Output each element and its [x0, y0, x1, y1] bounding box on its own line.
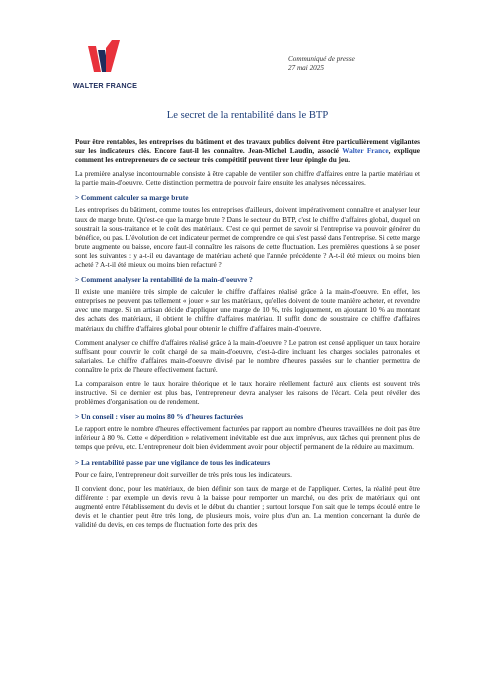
heading-marge-brute: > Comment calculer sa marge brute [75, 193, 189, 203]
press-label: Communiqué de presse [288, 55, 355, 63]
lead-brand-link[interactable]: Walter France [342, 147, 389, 156]
brand-name: WALTER FRANCE [72, 81, 138, 90]
heading-conseil: > Un conseil : viser au moins 80 % d'heures facturées [75, 412, 244, 422]
heading-vigilance: > La rentabilité passe par une vigilance de tous les indicateurs [75, 457, 271, 467]
paragraph-8: Il convient donc, pour les matériaux, de bien définir son taux de marge et de l'appliquer. Certes, la réalité peut être différente : par exemple un devis revu à la baisse pour remporter un marché, ou des prix de matériaux qui ont augmenté entre l'établissement du devis et le début du chantier ; surtout lorsque l'on sait que le temps écoulé entre le devis et le chantier peut être très long, de plusieurs mois, voire plus d'un an. La mention concernant la durée de validité du devis, en ces temps de fluctuation forte des prix des [75, 484, 420, 529]
document-title: Le secret de la rentabilité dans le BTP [166, 110, 329, 121]
lead-text-start: Pour être rentables, les entreprises du bâtiment et des travaux publics doivent être particulièrement vigilantes sur les indicateurs clés. Encore faut-il les connaître. Jean-Michel Laudin, associé [75, 138, 420, 156]
paragraph-6: Le rapport entre le nombre d'heures effectivement facturées par rapport au nombre d'heures travaillées ne doit pas être inférieur à 80 %. Cette « déperdition » relativement inévitable est due aux imprévus, aux tâches qui prennent plus de temps que prévu, etc. L'entrepreneur doit bien évidemment avoir pour objectif permanent de la réduire au maximum. [75, 425, 420, 452]
paragraph-2: Les entreprises du bâtiment, comme toutes les entreprises d'ailleurs, doivent impérativement connaître et analyser leur taux de marge brute. Qu'est-ce que la marge brute ? Dans le secteur du BTP, c'est le chiffre d'affaires global, duquel on soustrait la sous-traitance et le coût des matériaux. C'est ce qui permet de savoir si l'entreprise va pouvoir générer du bénéfice, ou pas. L'évolution de cet indicateur permet de comprendre ce qui s'est passé dans l'entreprise. Si cette marge brute augmente ou baisse, encore faut-il connaître les raisons de cette fluctuation. Les premières questions à se poser sont les suivantes : y a-t-il eu davantage de matériau acheté que l'année précédente ? A-t-il été mieux ou moins bien acheté ? A-t-il été mieux ou moins bien refacturé ? [75, 206, 421, 270]
press-info [288, 55, 355, 73]
paragraph-5: La comparaison entre le taux horaire théorique et le taux horaire réellement facturé aux clients est souvent très instructive. Si ce dernier est plus bas, l'entrepreneur devra analyser les raisons de l'écart. Cela peut révéler des problèmes d'organisation ou de rendement. [75, 379, 420, 407]
heading-main-oeuvre: > Comment analyser la rentabilité de la main-d'oeuvre ? [75, 275, 253, 285]
lead-text-end: , explique comment les entrepreneurs de ce secteur très compétitif peuvent tirer leur épingle du jeu. [75, 147, 421, 165]
document-body [75, 138, 420, 535]
walter-france-logo [70, 38, 140, 96]
paragraph-4: Comment analyser ce chiffre d'affaires réalisé grâce à la main-d'oeuvre ? Le patron est censé appliquer un taux horaire suffisant pour couvrir le coût chargé de sa main-d'oeuvre, c'est-à-dire incluant les charges sociales patronales et salariales. Le chiffre d'affaires main-d'oeuvre divisé par le nombre d'heures passées sur le chantier permettra de connaître le prix de l'heure effectivement facturé. [75, 338, 420, 374]
paragraph-7: Pour ce faire, l'entrepreneur doit surveiller de très près tous les indicateurs. [75, 470, 292, 479]
paragraph-3: Il existe une manière très simple de calculer le chiffre d'affaires réalisé grâce à la main-d'oeuvre. En effet, les entreprises ne peuvent pas tellement « jouer » sur les matériaux, qu'elles doivent de toute manière acheter, et revendre avec une marge. Si un artisan décide d'appliquer une marge de 10 %, très logiquement, en ajoutant 10 % au montant des achats des matériaux, il obtient le chiffre d'affaires matériau. Il suffit donc de soustraire ce chiffre d'affaires matériaux du chiffre d'affaires global pour obtenir le chiffre d'affaires main-d'oeuvre. [75, 288, 420, 333]
lead-paragraph [75, 138, 420, 165]
paragraph-1: La première analyse incontournable consiste à être capable de ventiler son chiffre d'affaires entre la partie matériau et la partie main-d'oeuvre. Cette distinction permettra de pouvoir faire ensuite les analyses nécessaires. [75, 170, 420, 188]
press-date: 27 mai 2025 [288, 64, 324, 72]
logo-w-icon [84, 38, 126, 80]
